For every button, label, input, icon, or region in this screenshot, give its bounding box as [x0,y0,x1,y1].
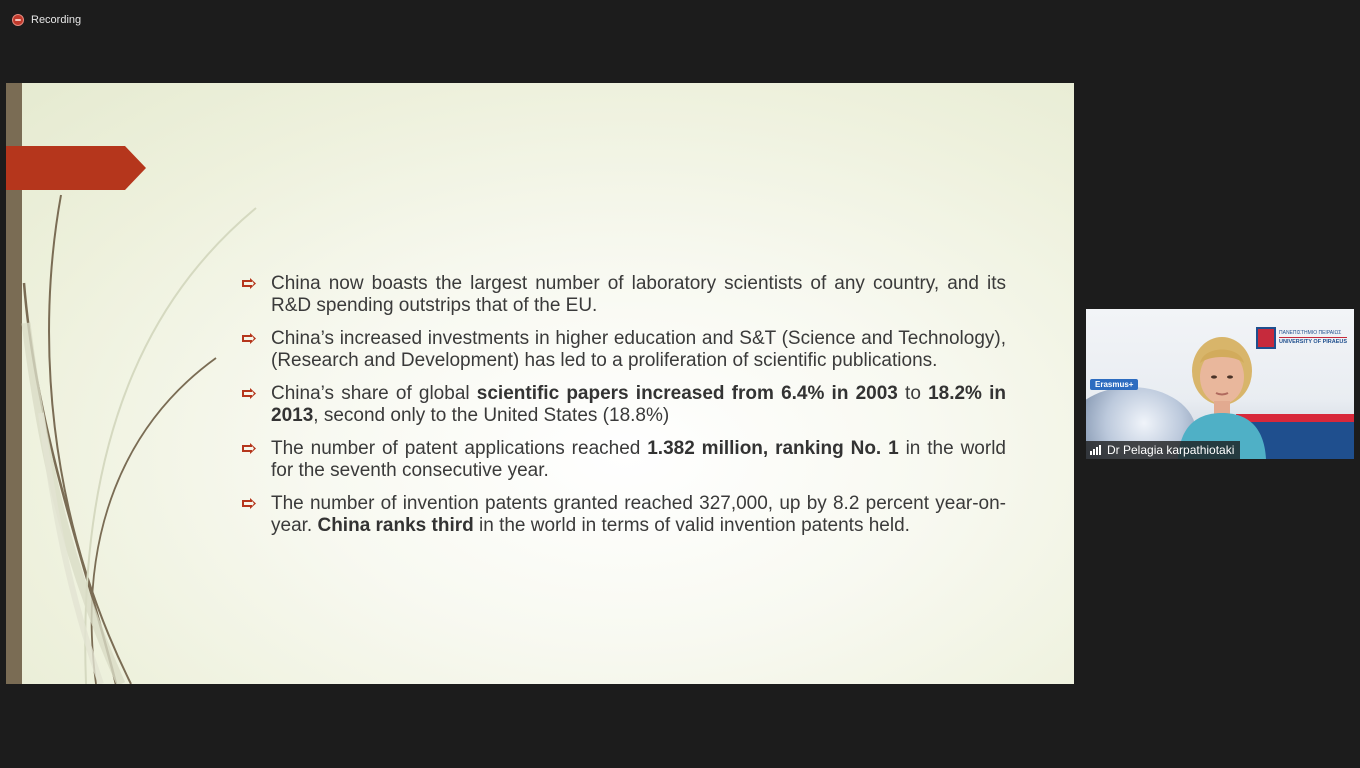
erasmus-badge: Erasmus+ [1090,379,1138,390]
bullet-text: China now boasts the largest number of laboratory scientists of any country, and its R&D spending outstrips that of the EU. [271,273,1006,316]
bullet-text: in the world in terms of valid invention patents held. [473,515,910,536]
bullet-bold-text: scientific papers increased from 6.4% in 2003 [476,383,898,404]
bullet-text: China’s increased investments in higher education and S&T (Science and Technology), (Research and Development) has led to a proliferation of scientific publications. [271,328,1006,371]
participant-name: Dr Pelagia karpathiotaki [1107,443,1235,457]
recording-icon [12,14,24,26]
slide-bullet-list [242,273,1006,548]
arrow-bullet-icon [242,333,256,344]
university-name-english: UNIVERSITY OF PIRAEUS [1279,339,1348,345]
bullet-text: to [897,383,929,404]
bullet-text: , second only to the United States (18.8%) [313,405,670,426]
university-name-greek: ΠΑΝΕΠΙΣΤΗΜΙΟ ΠΕΙΡΑΙΩΣ [1279,329,1347,338]
bullet-item [242,273,1006,317]
bullet-item [242,438,1006,482]
arrow-bullet-icon [242,443,256,454]
participant-video-tile[interactable] [1086,309,1354,459]
bullet-text: in the world for the seventh consecutive year. [271,438,1006,481]
arrow-bullet-icon [242,498,256,509]
bullet-bold-text: China ranks third [317,515,474,536]
arrow-bullet-icon [242,278,256,289]
bullet-bold-text: 1.382 million, ranking No. 1 [647,438,899,459]
bullet-item [242,328,1006,372]
bullet-bold-text: 18.2% in 2013 [271,383,1006,426]
bullet-text: The number of invention patents granted reached 327,000, up by 8.2 percent year-on-year. [271,493,1006,536]
signal-icon [1090,445,1102,455]
bullet-item [242,493,1006,537]
shared-slide [6,83,1074,684]
recording-label: Recording [31,14,82,26]
participant-name-tag [1086,441,1240,459]
arrow-bullet-icon [242,388,256,399]
recording-indicator[interactable] [12,12,81,28]
bullet-item [242,383,1006,427]
bullet-text: China’s share of global [271,383,477,404]
bullet-text: The number of patent applications reached [271,438,648,459]
